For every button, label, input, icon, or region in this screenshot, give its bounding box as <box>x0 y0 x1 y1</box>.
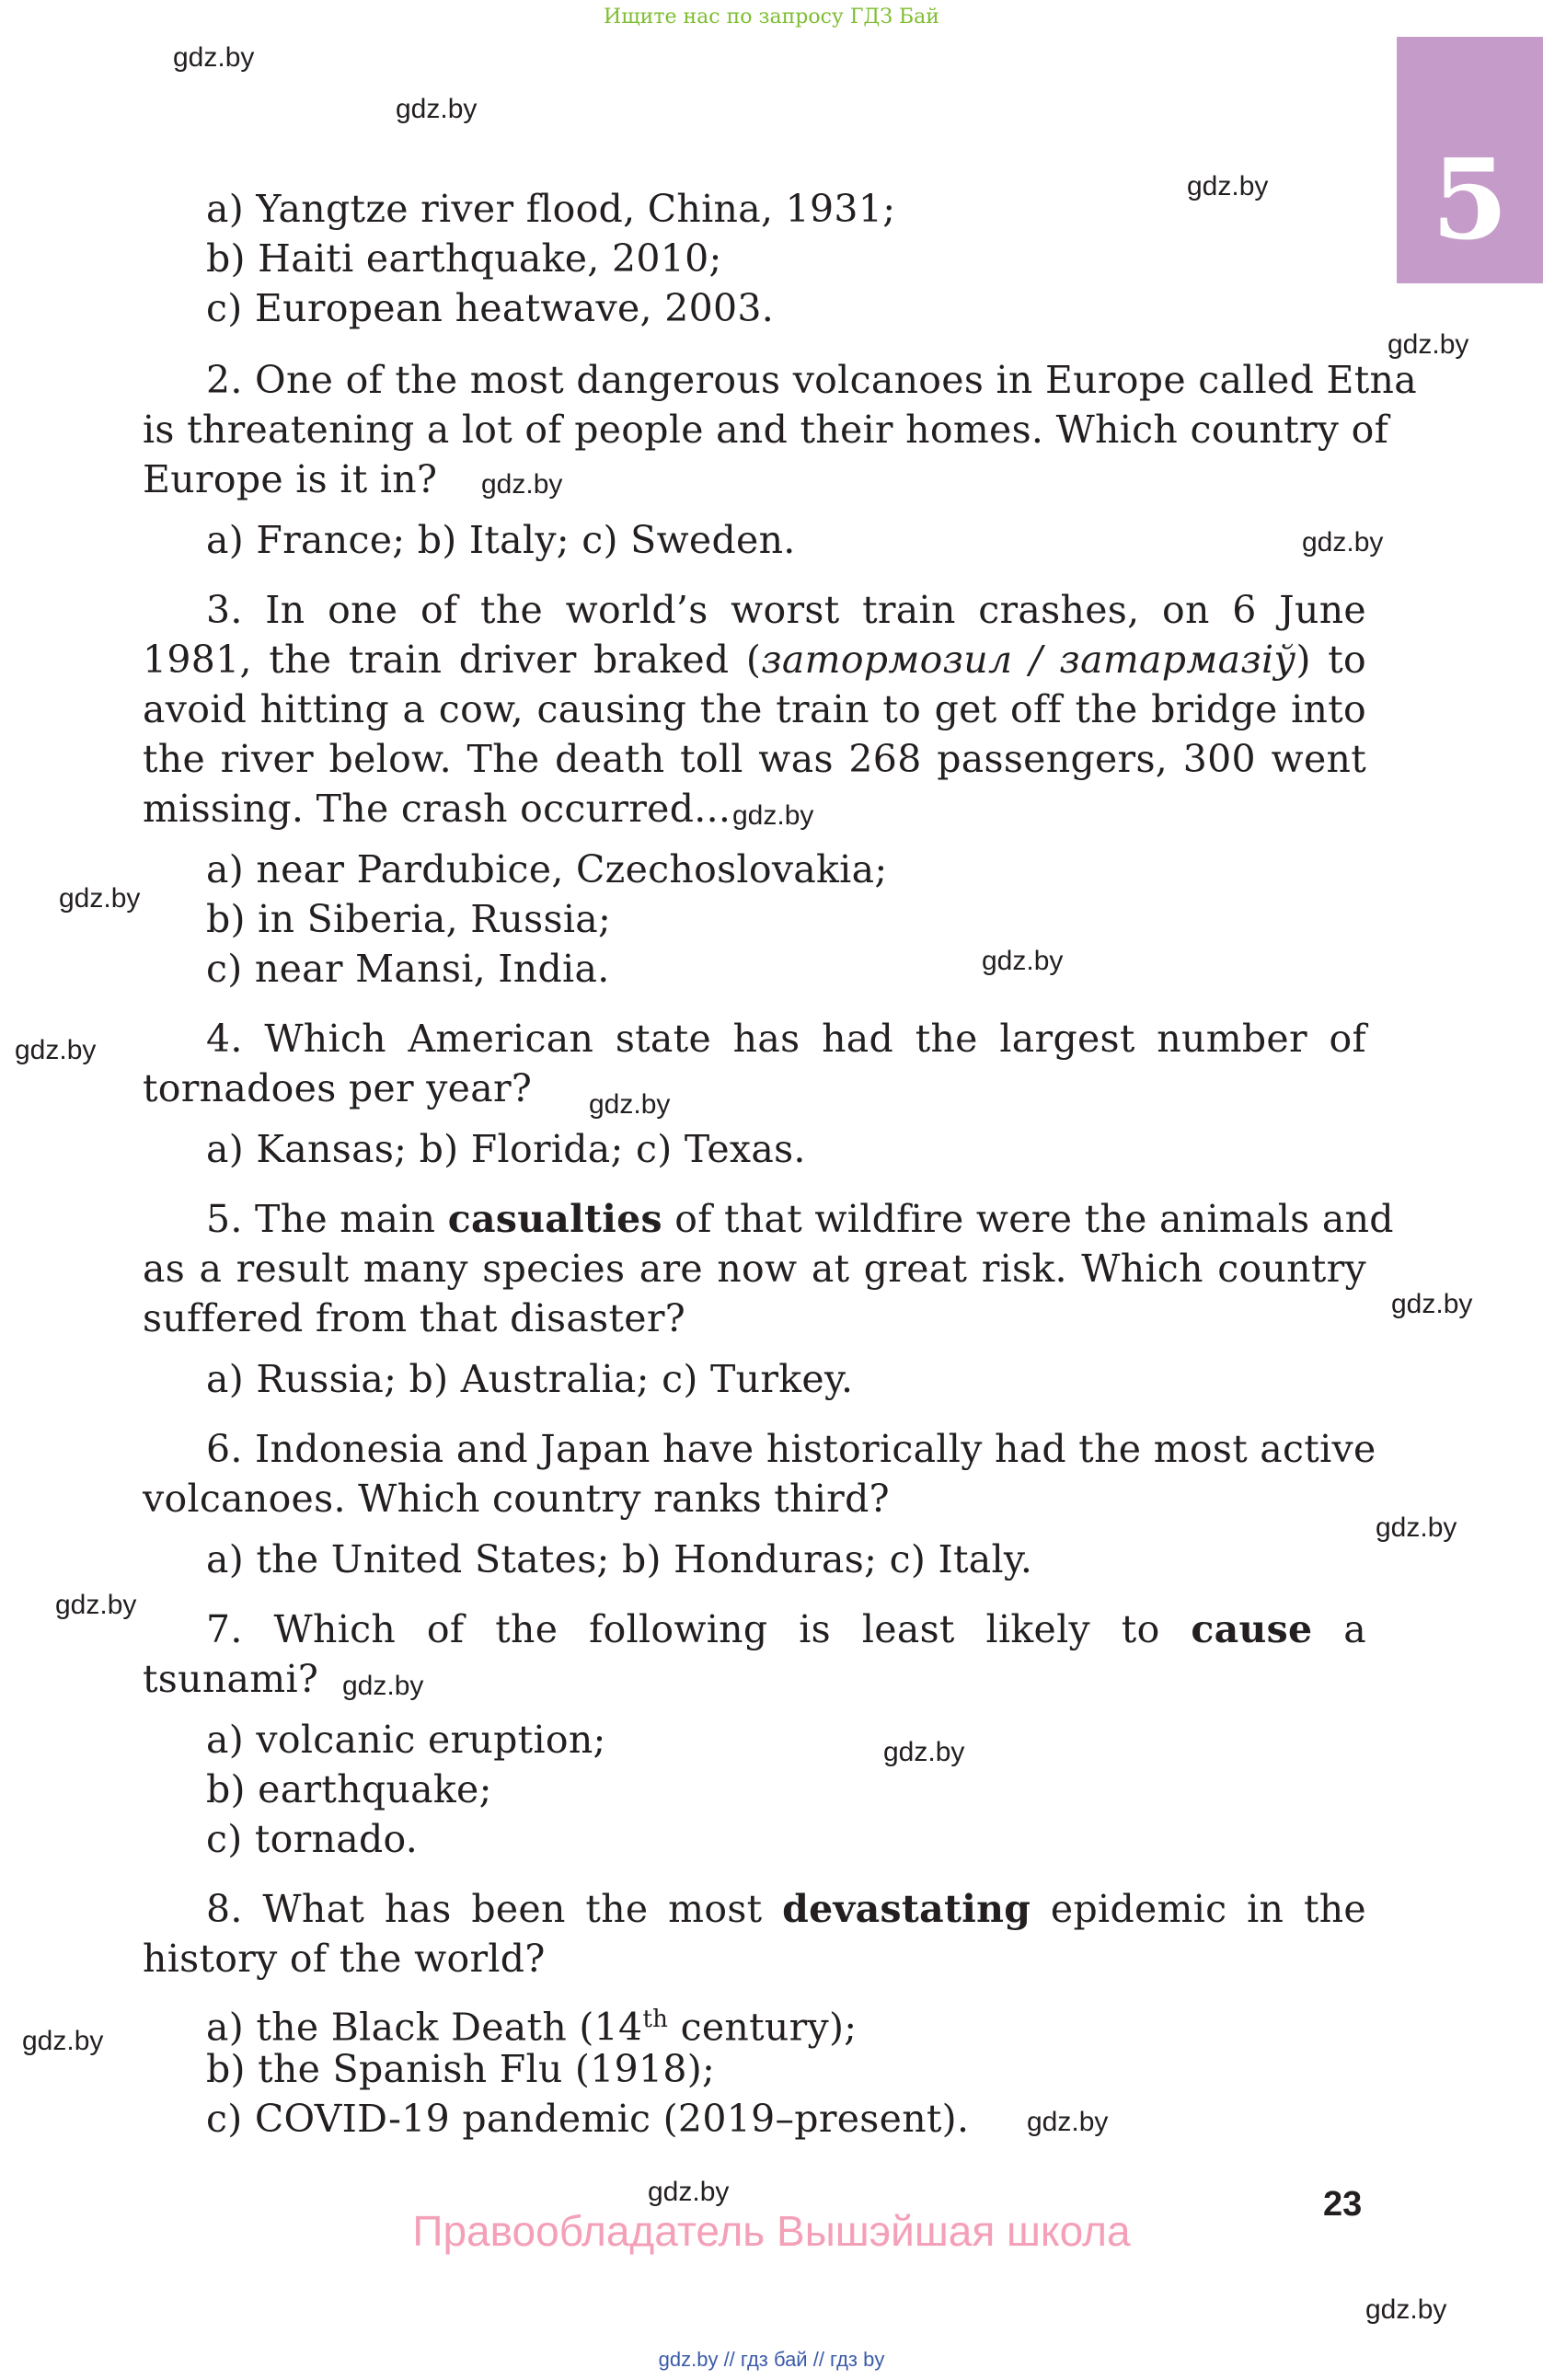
q3-option-a: a) near Pardubice, Czechoslovakia; <box>206 847 888 891</box>
watermark: gdz.by <box>173 42 255 73</box>
q8-line <box>206 1884 1366 1934</box>
watermark: gdz.by <box>648 2177 730 2207</box>
watermark: gdz.by <box>55 1590 137 1620</box>
q3-option-b: b) in Siberia, Russia; <box>206 897 612 941</box>
watermark: gdz.by <box>982 946 1064 976</box>
watermark: gdz.by <box>1187 171 1269 201</box>
q5-keyword: casualties <box>447 1197 662 1241</box>
q4-line: tornadoes per year? <box>143 1066 533 1110</box>
q5-options: a) Russia; b) Australia; c) Turkey. <box>206 1357 854 1401</box>
watermark: gdz.by <box>1027 2107 1109 2137</box>
q2-line: is threatening a lot of people and their homes. Which country of <box>143 408 1389 452</box>
q5-line <box>206 1194 1394 1244</box>
watermark: gdz.by <box>1391 1289 1473 1319</box>
watermark: gdz.by <box>589 1089 671 1120</box>
watermark: gdz.by <box>22 2026 104 2056</box>
watermark: gdz.by <box>1302 527 1384 558</box>
q5-line: as a result many species are now at great risk. Which country <box>143 1247 1366 1291</box>
top-banner: Ищите нас по запросу ГДЗ Бай <box>604 6 939 29</box>
q7-text: a <box>1312 1607 1366 1651</box>
q7-option-c: c) tornado. <box>206 1817 419 1861</box>
section-badge <box>1397 37 1543 283</box>
q7-line <box>206 1604 1366 1654</box>
q8-text: 8. What has been the most <box>206 1887 783 1931</box>
q1-option-a: a) Yangtze river flood, China, 1931; <box>206 187 896 231</box>
watermark: gdz.by <box>883 1737 965 1767</box>
q2-line: 2. One of the most dangerous volcanoes in Europe called Etna <box>206 358 1417 402</box>
q8-option-b: b) the Spanish Flu (1918); <box>206 2047 716 2091</box>
q6-options: a) the United States; b) Honduras; c) Italy. <box>206 1537 1033 1581</box>
watermark: gdz.by <box>15 1035 97 1065</box>
q8-option-text: century); <box>668 2005 858 2050</box>
q8-option-text: a) the Black Death (14 <box>206 2005 643 2050</box>
watermark: gdz.by <box>1376 1512 1457 1543</box>
footer-links[interactable]: gdz.by // гдз бай // гдз by <box>658 2348 885 2371</box>
watermark: gdz.by <box>396 94 478 124</box>
section-number: 5 <box>1431 135 1509 265</box>
q3-text: 1981, the train driver braked ( <box>143 638 762 682</box>
q4-line: 4. Which American state has had the largest number of <box>206 1017 1366 1061</box>
q6-line: 6. Indonesia and Japan have historically had the most active <box>206 1427 1376 1471</box>
watermark: gdz.by <box>481 469 563 500</box>
watermark: gdz.by <box>1365 2294 1447 2325</box>
q8-superscript: th <box>642 2006 669 2033</box>
q5-text: of that wildfire were the animals and <box>662 1197 1394 1241</box>
q4-options: a) Kansas; b) Florida; c) Texas. <box>206 1127 806 1171</box>
q3-line <box>143 635 1366 684</box>
copyright-owner: Правообладатель Вышэйшая школа <box>412 2207 1131 2255</box>
q1-option-c: c) European heatwave, 2003. <box>206 286 775 330</box>
q7-option-b: b) earthquake; <box>206 1767 492 1811</box>
q3-text: ) to <box>1295 638 1366 682</box>
q1-option-b: b) Haiti earthquake, 2010; <box>206 236 722 281</box>
q8-keyword: devastating <box>782 1887 1031 1931</box>
watermark: gdz.by <box>1388 329 1469 360</box>
q8-option-c: c) COVID-19 pandemic (2019–present). <box>206 2097 970 2141</box>
watermark: gdz.by <box>342 1671 424 1701</box>
q8-line: history of the world? <box>143 1937 546 1981</box>
q6-line: volcanoes. Which country ranks third? <box>143 1477 890 1521</box>
watermark: gdz.by <box>59 883 141 914</box>
q3-option-c: c) near Mansi, India. <box>206 947 610 991</box>
page-number: 23 <box>1323 2185 1363 2224</box>
q3-line: missing. The crash occurred... <box>143 787 731 831</box>
q8-text: epidemic in the <box>1031 1887 1366 1931</box>
q2-line: Europe is it in? <box>143 457 438 501</box>
q7-text: 7. Which of the following is least likely to <box>206 1607 1192 1651</box>
q7-keyword: cause <box>1191 1607 1313 1651</box>
q3-line: 3. In one of the world’s worst train crashes, on 6 June <box>206 588 1366 632</box>
q3-translation: затормозил / затармазіў <box>761 638 1296 682</box>
q2-options: a) France; b) Italy; c) Sweden. <box>206 518 796 562</box>
watermark: gdz.by <box>732 800 814 831</box>
q7-option-a: a) volcanic eruption; <box>206 1718 606 1762</box>
q3-line: avoid hitting a cow, causing the train to get off the bridge into <box>143 687 1366 731</box>
q5-line: suffered from that disaster? <box>143 1296 686 1340</box>
q5-text: 5. The main <box>206 1197 448 1241</box>
q7-line: tsunami? <box>143 1657 319 1701</box>
q3-line: the river below. The death toll was 268 passengers, 300 went <box>143 737 1366 781</box>
